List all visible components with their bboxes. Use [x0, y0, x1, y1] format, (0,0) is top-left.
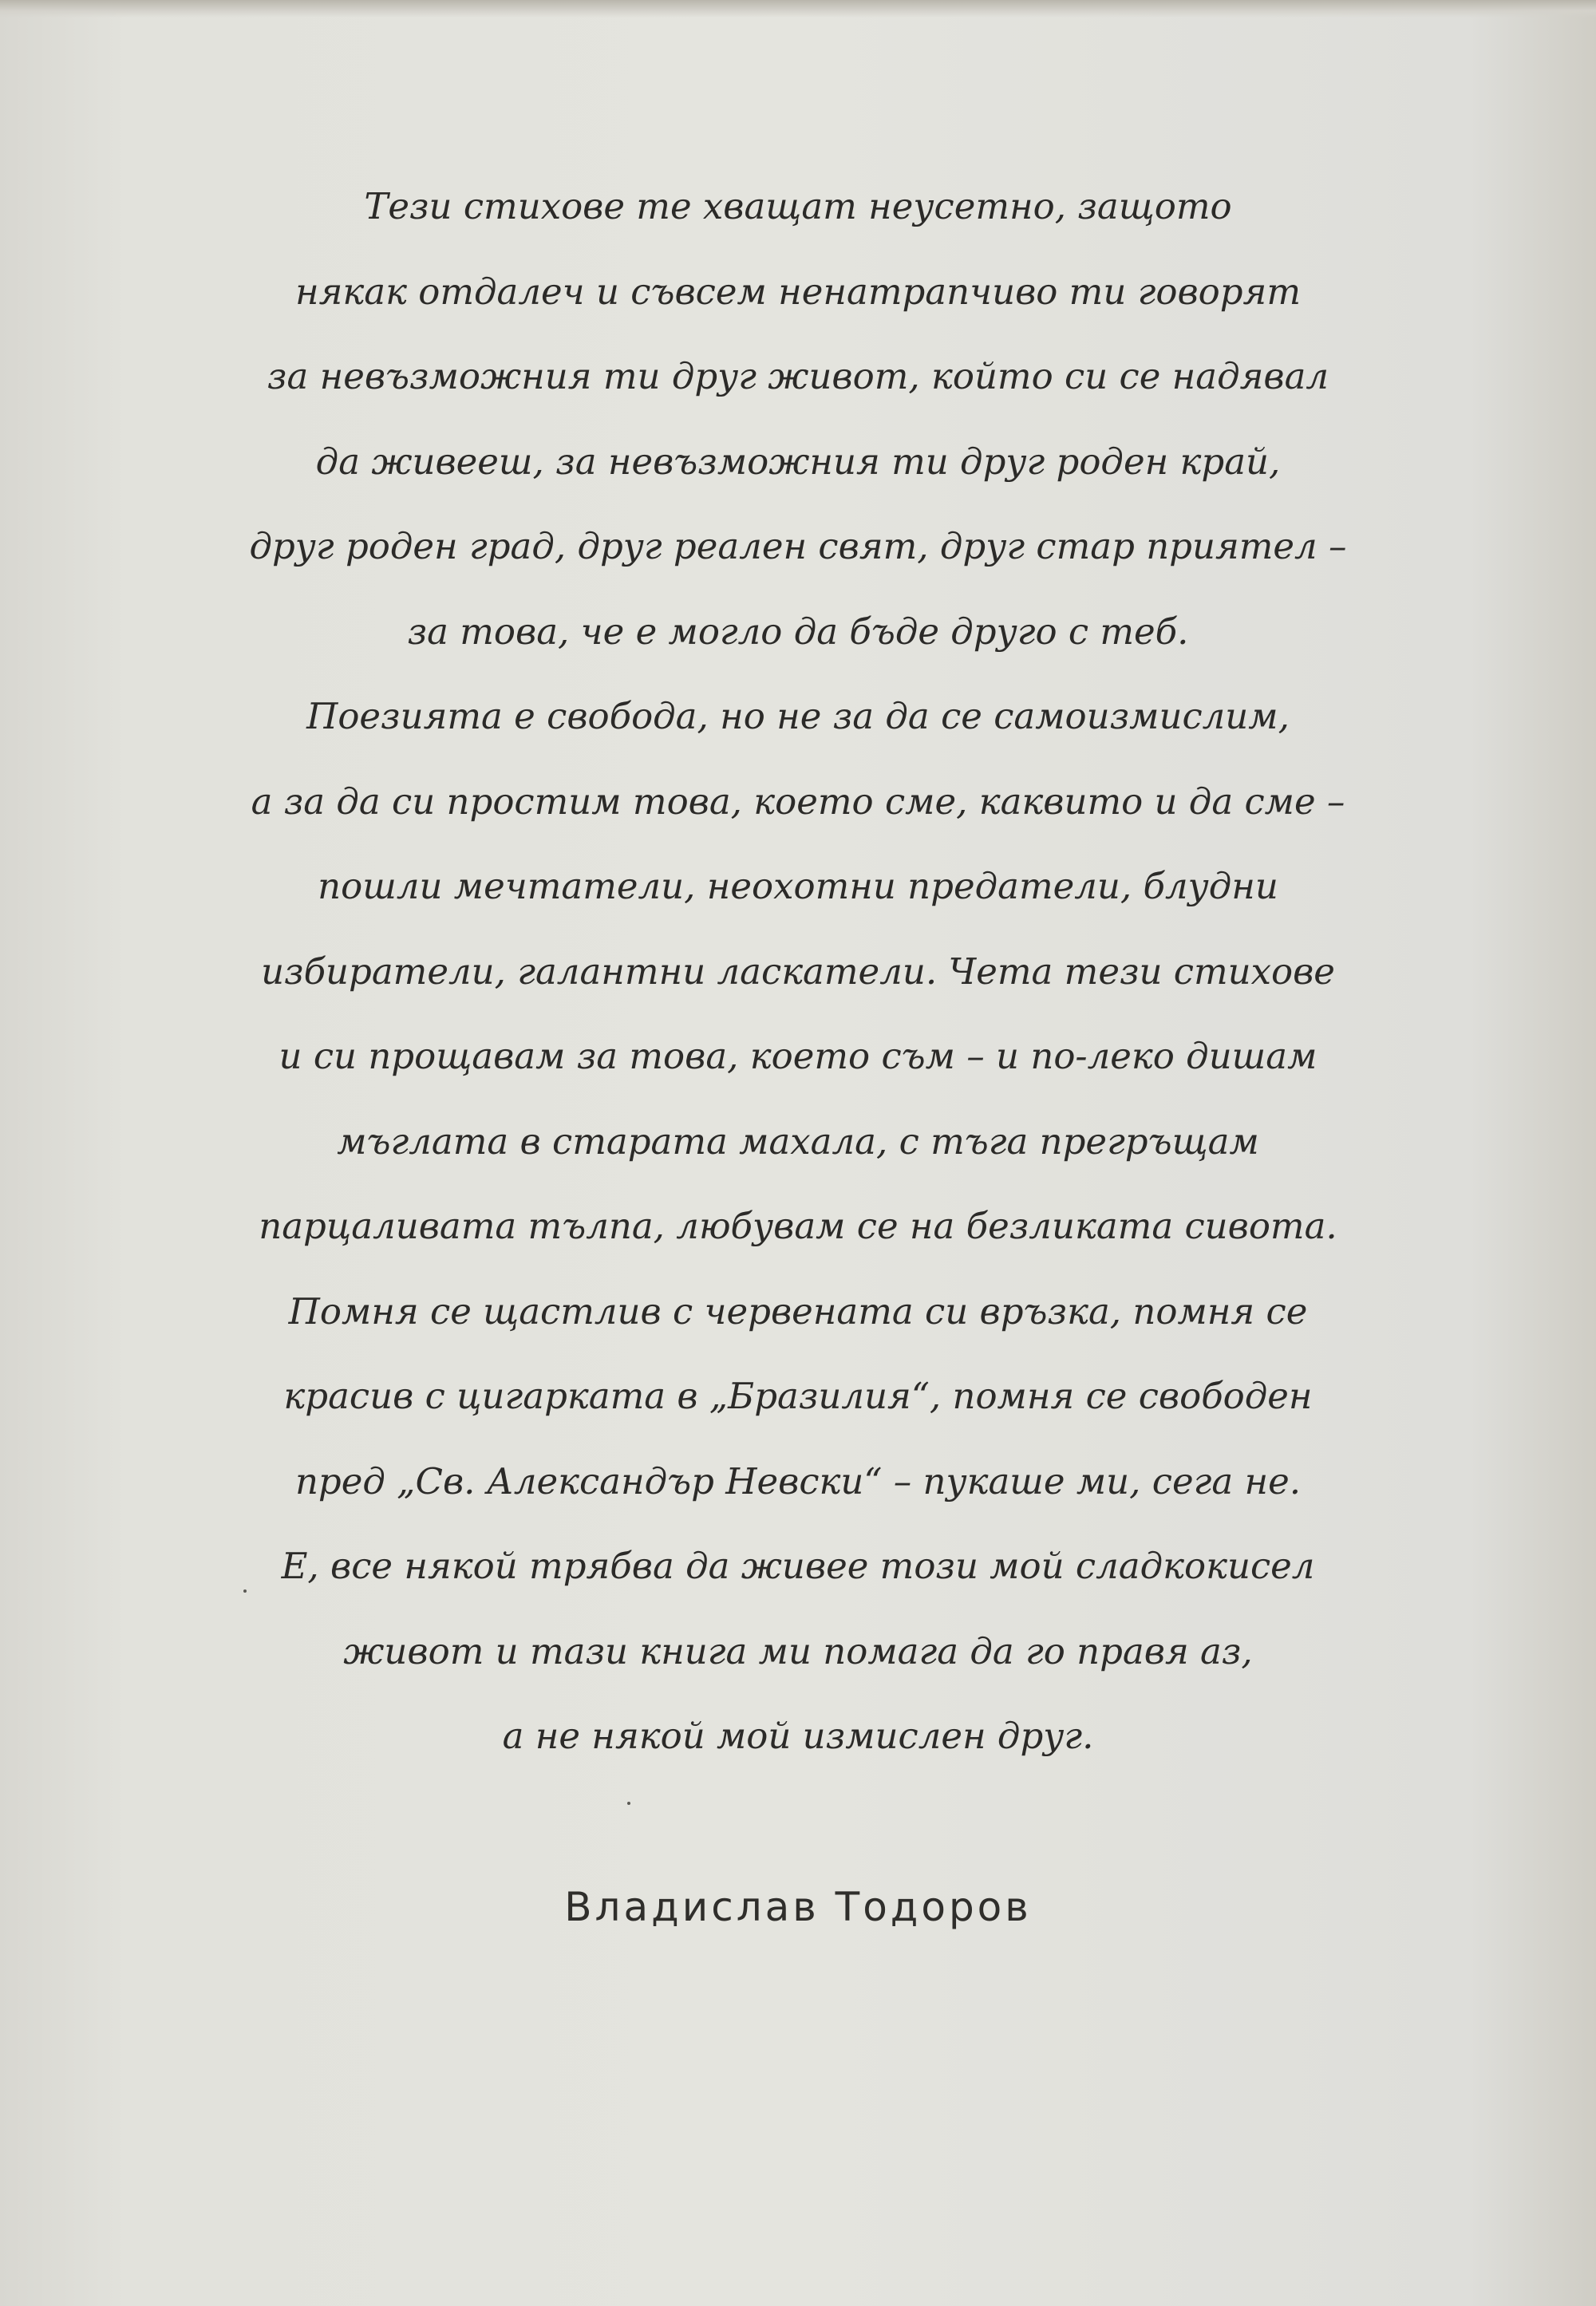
blurb-line: а за да си простим това, което сме, каквито и да сме –	[251, 780, 1345, 823]
cover-top-edge	[0, 0, 1596, 18]
blurb-line: живот и тази книга ми помага да го правя аз,	[343, 1629, 1253, 1672]
blurb-line: и си прощавам за това, което съм – и по-леко дишам	[279, 1035, 1317, 1077]
blurb-line: мъглата в старата махала, с тъга прегръщам	[337, 1119, 1259, 1163]
blurb-line: друг роден град, друг реален свят, друг стар приятел –	[249, 525, 1347, 567]
blurb-line: Тези стихове те хващат неусетно, защото	[364, 185, 1232, 227]
paper-speck	[627, 1802, 630, 1805]
blurb-line: някак отдалеч и съвсем ненатрапчиво ти говорят	[294, 270, 1302, 313]
blurb-line: а не някой мой измислен друг.	[502, 1715, 1094, 1757]
blurb-line: да живееш, за невъзможния ти друг роден край,	[315, 440, 1281, 483]
blurb-text	[0, 172, 1596, 1787]
blurb-line: парцаливата тълпа, любувам се на безликата сивота.	[259, 1205, 1337, 1247]
blurb-line: за невъзможния ти друг живот, който си се надявал	[267, 355, 1329, 397]
blurb-line: Е, все някой трябва да живее този мой сладкокисел	[281, 1545, 1315, 1587]
blurb-line: Помня се щастлив с червената си връзка, помня се	[288, 1289, 1308, 1333]
blurb-line: Поезията е свобода, но не за да се самоизмислим,	[306, 695, 1290, 737]
paper-speck	[243, 1589, 247, 1593]
blurb-line: пред „Св. Александър Невски“ – пукаше ми, сега не.	[294, 1459, 1302, 1502]
blurb-line: за това, че е могло да бъде друго с теб.	[407, 610, 1189, 653]
blurb-line: красив с цигарката в „Бразилия“, помня се свободен	[283, 1375, 1313, 1417]
blurb-line: избиратели, галантни ласкатели. Чета тези стихове	[261, 950, 1335, 993]
author-name: Владислав Тодоров	[564, 1884, 1032, 1930]
blurb-line: пошли мечтатели, неохотни предатели, блудни	[318, 865, 1278, 907]
